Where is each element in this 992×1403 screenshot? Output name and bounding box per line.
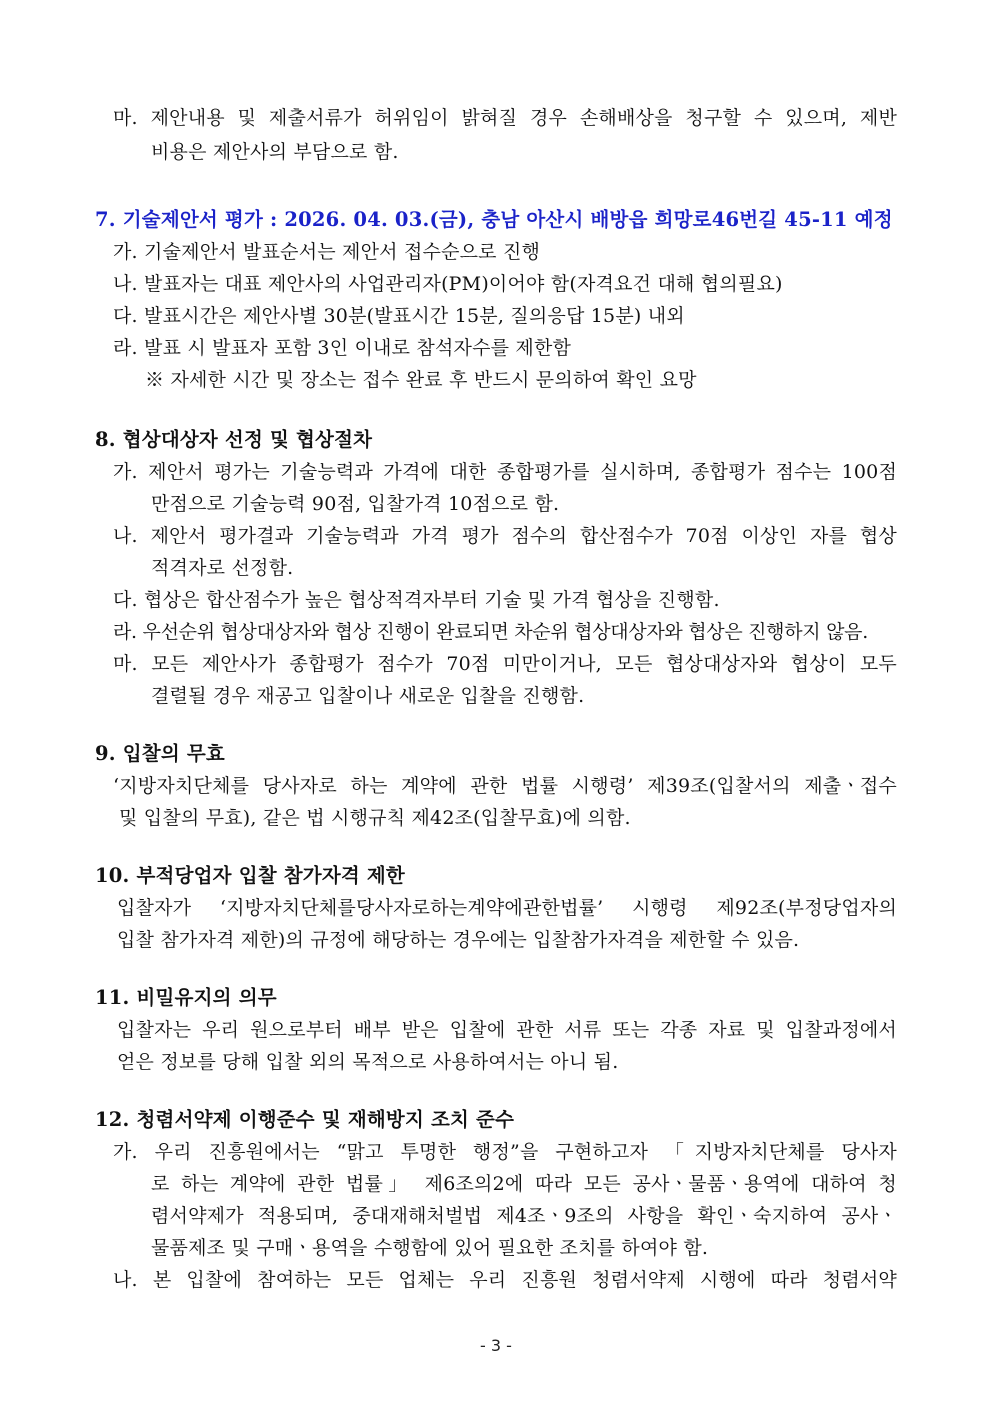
section-12-item-ga-line2: 로 하는 계약에 관한 법률」 제6조의2에 따라 모든 공사ㆍ물품ㆍ용역에 대하여 청	[151, 1173, 897, 1195]
section-9-heading: 9. 입찰의 무효	[95, 742, 225, 765]
section-11-heading: 11. 비밀유지의 의무	[95, 986, 277, 1009]
section-12-heading: 12. 청렴서약제 이행준수 및 재해방지 조치 준수	[95, 1108, 515, 1131]
section-7-heading: 7. 기술제안서 평가 : 2026. 04. 03.(금), 충남 아산시 배방읍 희망로46번길 45-11 예정	[95, 208, 893, 231]
section-10-heading: 10. 부적당업자 입찰 참가자격 제한	[95, 864, 405, 887]
section-12-item-na-line1: 나. 본 입찰에 참여하는 모든 업체는 우리 진흥원 청렴서약제 시행에 따라 청렴서약	[113, 1269, 897, 1291]
section-8-item-ra: 라. 우선순위 협상대상자와 협상 진행이 완료되면 차순위 협상대상자와 협상은 진행하지 않음.	[113, 621, 868, 643]
section-7-note: ※ 자세한 시간 및 장소는 접수 완료 후 반드시 문의하여 확인 요망	[145, 369, 697, 391]
section-10-line1: 입찰자가 ‘지방자치단체를당사자로하는계약에관한법률’ 시행령 제92조(부정당업자의	[117, 897, 897, 919]
section-8-item-ma-line1: 마. 모든 제안사가 종합평가 점수가 70점 미만이거나, 모든 협상대상자와 협상이 모두	[113, 653, 897, 675]
section-7-item-na: 나. 발표자는 대표 제안사의 사업관리자(PM)이어야 함(자격요건 대해 협의필요)	[113, 273, 783, 295]
section-11-line2: 얻은 정보를 당해 입찰 외의 목적으로 사용하여서는 아니 됨.	[117, 1051, 619, 1073]
section-11-line1: 입찰자는 우리 원으로부터 배부 받은 입찰에 관한 서류 또는 각종 자료 및 입찰과정에서	[117, 1019, 897, 1041]
section-7-item-ga: 가. 기술제안서 발표순서는 제안서 접수순으로 진행	[113, 241, 541, 263]
section-8-item-ga-line1: 가. 제안서 평가는 기술능력과 가격에 대한 종합평가를 실시하며, 종합평가 점수는 100점	[113, 461, 897, 483]
section-7-item-da: 다. 발표시간은 제안사별 30분(발표시간 15분, 질의응답 15분) 내외	[113, 305, 685, 327]
section-8-item-na-line2: 적격자로 선정함.	[151, 557, 294, 579]
section-8-item-ma-line2: 결렬될 경우 재공고 입찰이나 새로운 입찰을 진행함.	[151, 685, 585, 707]
section-12-item-ga-line1: 가. 우리 진흥원에서는 “맑고 투명한 행정”을 구현하고자 「지방자치단체를 당사자	[113, 1141, 897, 1163]
section-12-item-ga-line3: 렴서약제가 적용되며, 중대재해처벌법 제4조ㆍ9조의 사항을 확인ㆍ숙지하여 공사ㆍ	[151, 1205, 897, 1227]
item-ma-line1: 마. 제안내용 및 제출서류가 허위임이 밝혀질 경우 손해배상을 청구할 수 있으며, 제반	[113, 107, 897, 129]
item-ma-line2: 비용은 제안사의 부담으로 함.	[151, 141, 399, 163]
section-7-item-ra: 라. 발표 시 발표자 포함 3인 이내로 참석자수를 제한함	[113, 337, 572, 359]
page-number: - 3 -	[480, 1336, 512, 1355]
section-10-line2: 입찰 참가자격 제한)의 규정에 해당하는 경우에는 입찰참가자격을 제한할 수 있음.	[117, 929, 800, 951]
section-9-line2: 및 입찰의 무효), 같은 법 시행규칙 제42조(입찰무효)에 의함.	[119, 807, 631, 829]
section-8-item-ga-line2: 만점으로 기술능력 90점, 입찰가격 10점으로 함.	[151, 493, 560, 515]
section-8-heading: 8. 협상대상자 선정 및 협상절차	[95, 428, 373, 451]
section-8-item-da: 다. 협상은 합산점수가 높은 협상적격자부터 기술 및 가격 협상을 진행함.	[113, 589, 720, 611]
section-9-line1: ‘지방자치단체를 당사자로 하는 계약에 관한 법률 시행령’ 제39조(입찰서의 제출ㆍ접수	[113, 775, 897, 797]
section-12-item-ga-line4: 물품제조 및 구매ㆍ용역을 수행함에 있어 필요한 조치를 하여야 함.	[151, 1237, 709, 1259]
section-8-item-na-line1: 나. 제안서 평가결과 기술능력과 가격 평가 점수의 합산점수가 70점 이상인 자를 협상	[113, 525, 897, 547]
